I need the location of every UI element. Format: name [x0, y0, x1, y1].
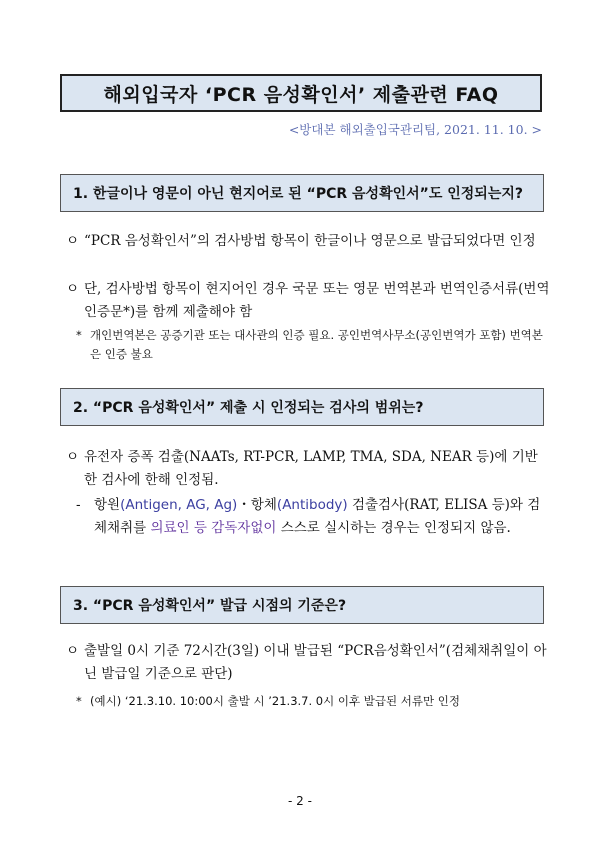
- q1-answer-item-2: [66, 278, 550, 324]
- antibody-label: ・항체: [237, 497, 277, 513]
- circle-bullet-icon: ㅇ: [66, 233, 80, 249]
- q3-footnote-text: (예시) ‘21.3.10. 10:00시 출발 시 ’21.3.7. 0시 이후 발급된 서류만 인정: [90, 694, 460, 708]
- dash-bullet-icon: -: [76, 497, 81, 513]
- asterisk-bullet-icon: *: [76, 328, 82, 342]
- page-number: - 2 -: [288, 794, 312, 808]
- q3-answer-item-1: [66, 640, 550, 686]
- antibody-term: (Antibody): [276, 497, 348, 513]
- question-3-heading: 3. “PCR 음성확인서” 발급 시점의 기준은?: [60, 586, 544, 624]
- q1-footnote: [76, 326, 546, 364]
- circle-bullet-icon: ㅇ: [66, 281, 80, 297]
- asterisk-bullet-icon: *: [76, 694, 82, 708]
- circle-bullet-icon: ㅇ: [66, 449, 80, 465]
- q1-answer-item-1: [66, 230, 550, 253]
- q2-sub-item: [76, 494, 546, 540]
- q1-footnote-text: 개인번역본은 공증기관 또는 대사관의 인증 필요. 공인번역사무소(공인번역가 포함) 번역본은 인증 불요: [90, 328, 543, 361]
- antigen-terms: (Antigen, AG, Ag): [120, 497, 238, 513]
- q3-footnote: [76, 692, 546, 711]
- document-subtitle: <방대본 해외출입국관리팀, 2021. 11. 10. >: [288, 122, 542, 137]
- question-2-heading: 2. “PCR 음성확인서” 제출 시 인정되는 검사의 범위는?: [60, 388, 544, 426]
- q2-sub-item-text: [94, 494, 546, 540]
- question-1-heading: 1. 한글이나 영문이 아닌 현지어로 된 “PCR 음성확인서”도 인정되는지?: [60, 174, 544, 212]
- q2-answer-item-1: [66, 446, 550, 492]
- q2-answer-text-1: 유전자 증폭 검출(NAATs, RT-PCR, LAMP, TMA, SDA, NEAR 등)에 기반한 검사에 한해 인정됨.: [84, 449, 538, 488]
- detection-text: 검출검사(RAT, ELISA 등)와 검체채취를: [94, 497, 541, 536]
- not-recognized-text: 스스로 실시하는 경우는 인정되지 않음.: [276, 520, 511, 536]
- q1-answer-text-1: “PCR 음성확인서”의 검사방법 항목이 한글이나 영문으로 발급되었다면 인정: [84, 233, 536, 249]
- supervisor-emphasis: 의료인 등 감독자없이: [150, 520, 277, 536]
- document-title: 해외입국자 ‘PCR 음성확인서’ 제출관련 FAQ: [60, 74, 542, 112]
- q3-answer-text-1: 출발일 0시 기준 72시간(3일) 이내 발급된 “PCR음성확인서”(검체채취일이 아닌 발급일 기준으로 판단): [84, 643, 547, 682]
- antigen-label: 항원: [94, 497, 121, 513]
- q1-answer-text-2: 단, 검사방법 항목이 현지어인 경우 국문 또는 영문 번역본과 번역인증서류(번역인증문*)를 함께 제출해야 함: [84, 281, 550, 320]
- circle-bullet-icon: ㅇ: [66, 643, 80, 659]
